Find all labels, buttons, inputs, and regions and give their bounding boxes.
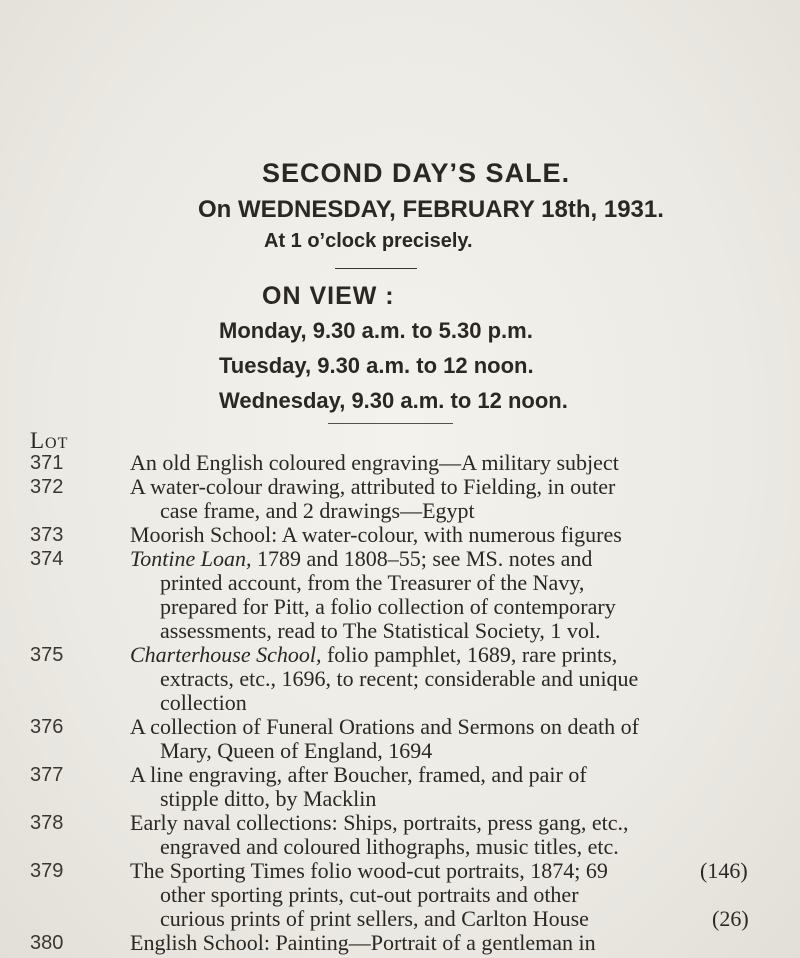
lot-description: curious prints of print sellers, and Carlton House [160, 906, 589, 931]
lot-number: 374 [30, 548, 64, 570]
view-time-tuesday: Tuesday, 9.30 a.m. to 12 noon. [219, 353, 534, 378]
lot-description: Mary, Queen of England, 1694 [160, 738, 433, 763]
lot-description: printed account, from the Treasurer of the Navy, [160, 570, 585, 595]
lot-title: Charterhouse School, [130, 642, 322, 667]
view-time-monday: Monday, 9.30 a.m. to 5.30 p.m. [219, 318, 533, 343]
lot-description: The Sporting Times folio wood-cut portraits, 1874; 69 [130, 858, 608, 883]
lot-description: engraved and coloured lithographs, music titles, etc. [160, 834, 619, 859]
lot-count: (146) [700, 858, 748, 883]
view-time-wednesday: Wednesday, 9.30 a.m. to 12 noon. [219, 388, 568, 413]
lot-number: 380 [30, 932, 64, 954]
lot-number: 378 [30, 812, 64, 834]
lot-description-text: folio pamphlet, 1689, rare prints, [321, 642, 618, 667]
lot-number: 379 [30, 860, 64, 882]
lot-description: A line engraving, after Boucher, framed, and pair of [130, 762, 587, 787]
lot-description-text: 1789 and 1808–55; see MS. notes and [251, 546, 593, 571]
lot-description: other sporting prints, cut-out portraits and other [160, 882, 579, 907]
lot-number: 372 [30, 476, 64, 498]
lot-description: Moorish School: A water-colour, with numerous figures [130, 522, 622, 547]
lot-number: 375 [30, 644, 64, 666]
divider-rule [328, 423, 453, 424]
lot-description: assessments, read to The Statistical Society, 1 vol. [160, 618, 601, 643]
lot-count: (26) [712, 906, 749, 931]
on-view-title: ON VIEW : [262, 282, 395, 310]
lot-description: stipple ditto, by Macklin [160, 786, 377, 811]
lot-description: English School: Painting—Portrait of a gentleman in [130, 930, 596, 955]
lot-description: A water-colour drawing, attributed to Fielding, in outer [130, 474, 616, 499]
lot-description [130, 548, 592, 570]
lot-description: extracts, etc., 1696, to recent; considerable and unique [160, 666, 639, 691]
lot-column-header: Lot [30, 428, 69, 453]
lot-description: An old English coloured engraving—A military subject [130, 450, 619, 475]
lot-number: 371 [30, 452, 64, 474]
divider-rule [335, 268, 417, 269]
sale-date: On WEDNESDAY, FEBRUARY 18th, 1931. [198, 196, 664, 223]
lot-description: A collection of Funeral Orations and Sermons on death of [130, 714, 639, 739]
lot-description: Early naval collections: Ships, portraits, press gang, etc., [130, 810, 629, 835]
lot-description: prepared for Pitt, a folio collection of contemporary [160, 594, 616, 619]
lot-description [130, 644, 617, 666]
sale-time: At 1 o’clock precisely. [264, 230, 473, 252]
lot-number: 376 [30, 716, 64, 738]
lot-title: Tontine Loan, [130, 546, 252, 571]
lot-number: 373 [30, 524, 64, 546]
lot-description: case frame, and 2 drawings—Egypt [160, 498, 475, 523]
sale-title: SECOND DAY’S SALE. [262, 158, 571, 188]
lot-description: collection [160, 690, 247, 715]
lot-number: 377 [30, 764, 64, 786]
